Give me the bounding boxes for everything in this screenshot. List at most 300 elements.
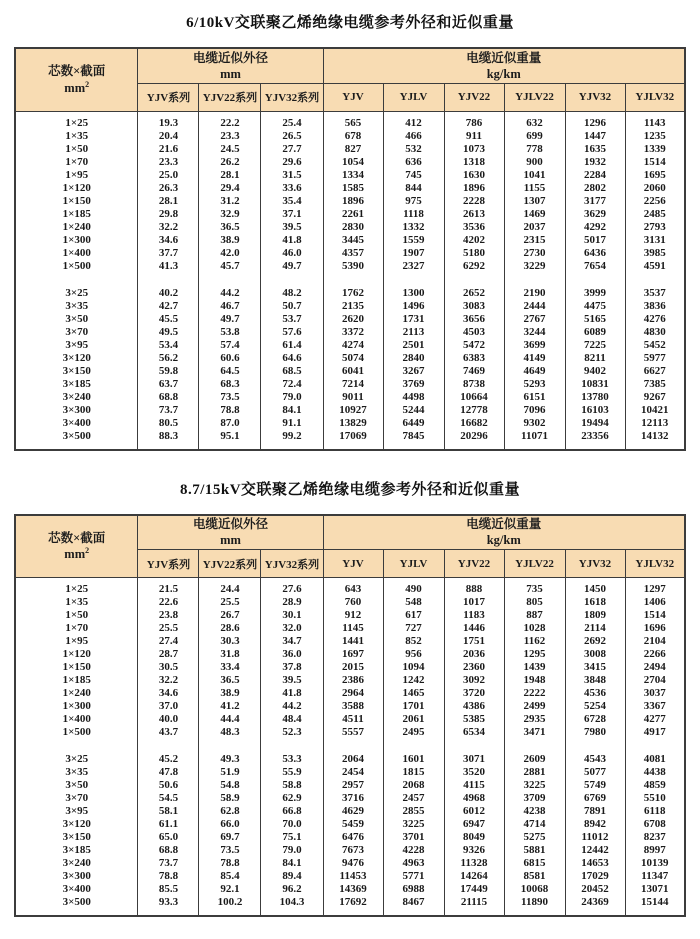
value-cell: 92.1 — [199, 883, 261, 896]
value-cell: 78.8 — [199, 857, 261, 870]
gap-cell — [15, 739, 138, 753]
group-header-row — [15, 48, 685, 83]
value-cell: 8942 — [565, 818, 625, 831]
value-cell: 1809 — [565, 609, 625, 622]
value-cell: 26.3 — [138, 182, 199, 195]
value-cell: 100.2 — [199, 896, 261, 916]
value-cell: 1145 — [323, 622, 383, 635]
value-cell: 5452 — [625, 339, 685, 352]
value-cell: 1441 — [323, 635, 383, 648]
table-row — [15, 287, 685, 300]
table-row — [15, 766, 685, 779]
value-cell: 1118 — [383, 208, 444, 221]
value-cell: 1762 — [323, 287, 383, 300]
value-cell: 412 — [383, 111, 444, 130]
value-cell: 12778 — [444, 404, 504, 417]
row-label: 1×25 — [15, 578, 138, 597]
value-cell: 17449 — [444, 883, 504, 896]
value-cell: 55.9 — [261, 766, 323, 779]
table-row — [15, 635, 685, 648]
row-label: 1×50 — [15, 609, 138, 622]
value-cell: 44.2 — [261, 700, 323, 713]
value-cell: 1469 — [504, 208, 565, 221]
value-cell: 2061 — [383, 713, 444, 726]
value-cell: 5881 — [504, 844, 565, 857]
value-cell: 5017 — [565, 234, 625, 247]
value-cell: 2935 — [504, 713, 565, 726]
value-cell: 5244 — [383, 404, 444, 417]
value-cell: 2064 — [323, 753, 383, 766]
value-cell: 2360 — [444, 661, 504, 674]
value-cell: 3709 — [504, 792, 565, 805]
table-row — [15, 792, 685, 805]
value-cell: 38.9 — [199, 234, 261, 247]
table-row — [15, 779, 685, 792]
value-cell: 3037 — [625, 687, 685, 700]
value-cell: 3520 — [444, 766, 504, 779]
table-row — [15, 404, 685, 417]
value-cell: 37.7 — [138, 247, 199, 260]
value-cell: 1751 — [444, 635, 504, 648]
value-cell: 2036 — [444, 648, 504, 661]
value-cell: 1297 — [625, 578, 685, 597]
row-label: 3×50 — [15, 313, 138, 326]
value-cell: 41.3 — [138, 260, 199, 273]
value-cell: 88.3 — [138, 430, 199, 450]
value-cell: 11347 — [625, 870, 685, 883]
table-1-title: 6/10kV交联聚乙烯绝缘电缆参考外径和近似重量 — [186, 15, 514, 31]
value-cell: 3229 — [504, 260, 565, 273]
gap-cell — [383, 273, 444, 287]
value-cell: 17069 — [323, 430, 383, 450]
value-cell: 61.1 — [138, 818, 199, 831]
value-cell: 33.4 — [199, 661, 261, 674]
row-label: 1×35 — [15, 130, 138, 143]
value-cell: 3177 — [565, 195, 625, 208]
value-cell: 79.0 — [261, 391, 323, 404]
value-cell: 9011 — [323, 391, 383, 404]
row-label: 3×35 — [15, 766, 138, 779]
value-cell: 1028 — [504, 622, 565, 635]
value-cell: 1701 — [383, 700, 444, 713]
series-column-header: YJV32系列 — [261, 83, 323, 111]
value-cell: 632 — [504, 111, 565, 130]
value-cell: 37.1 — [261, 208, 323, 221]
value-cell: 25.4 — [261, 111, 323, 130]
table-row — [15, 339, 685, 352]
value-cell: 32.0 — [261, 622, 323, 635]
value-cell: 3656 — [444, 313, 504, 326]
value-cell: 41.8 — [261, 234, 323, 247]
value-cell: 4149 — [504, 352, 565, 365]
value-cell: 1295 — [504, 648, 565, 661]
row-label: 3×120 — [15, 818, 138, 831]
value-cell: 10139 — [625, 857, 685, 870]
gap-cell — [444, 273, 504, 287]
weight-group-header: 电缆近似重量 kg/km — [323, 48, 685, 83]
value-cell: 22.6 — [138, 596, 199, 609]
value-cell: 3537 — [625, 287, 685, 300]
value-cell: 7673 — [323, 844, 383, 857]
row-label: 3×50 — [15, 779, 138, 792]
value-cell: 565 — [323, 111, 383, 130]
value-cell: 1143 — [625, 111, 685, 130]
value-cell: 643 — [323, 578, 383, 597]
value-cell: 68.8 — [138, 844, 199, 857]
value-cell: 888 — [444, 578, 504, 597]
value-cell: 6988 — [383, 883, 444, 896]
value-cell: 2068 — [383, 779, 444, 792]
value-cell: 5293 — [504, 378, 565, 391]
value-cell: 2964 — [323, 687, 383, 700]
value-cell: 4276 — [625, 313, 685, 326]
value-cell: 1496 — [383, 300, 444, 313]
value-cell: 8581 — [504, 870, 565, 883]
value-cell: 57.6 — [261, 326, 323, 339]
value-cell: 2135 — [323, 300, 383, 313]
value-cell: 3471 — [504, 726, 565, 739]
value-cell: 3536 — [444, 221, 504, 234]
value-cell: 2228 — [444, 195, 504, 208]
value-cell: 1155 — [504, 182, 565, 195]
value-cell: 2444 — [504, 300, 565, 313]
row-label: 3×95 — [15, 805, 138, 818]
value-cell: 1334 — [323, 169, 383, 182]
value-cell: 23.8 — [138, 609, 199, 622]
value-cell: 3415 — [565, 661, 625, 674]
value-cell: 6436 — [565, 247, 625, 260]
value-cell: 2386 — [323, 674, 383, 687]
value-cell: 13780 — [565, 391, 625, 404]
series-column-header: YJLV22 — [504, 83, 565, 111]
row-label: 3×500 — [15, 896, 138, 916]
value-cell: 13071 — [625, 883, 685, 896]
table-row — [15, 208, 685, 221]
value-cell: 490 — [383, 578, 444, 597]
row-label: 1×400 — [15, 247, 138, 260]
value-cell: 5385 — [444, 713, 504, 726]
table-row — [15, 365, 685, 378]
value-cell: 79.0 — [261, 844, 323, 857]
value-cell: 2114 — [565, 622, 625, 635]
value-cell: 60.6 — [199, 352, 261, 365]
value-cell: 54.5 — [138, 792, 199, 805]
value-cell: 1601 — [383, 753, 444, 766]
value-cell: 6815 — [504, 857, 565, 870]
gap-cell — [138, 739, 199, 753]
value-cell: 4438 — [625, 766, 685, 779]
value-cell: 9302 — [504, 417, 565, 430]
table-body — [15, 578, 685, 917]
value-cell: 1318 — [444, 156, 504, 169]
value-cell: 7845 — [383, 430, 444, 450]
value-cell: 852 — [383, 635, 444, 648]
value-cell: 64.5 — [199, 365, 261, 378]
value-cell: 45.2 — [138, 753, 199, 766]
value-cell: 2652 — [444, 287, 504, 300]
series-column-header: YJV — [323, 550, 383, 578]
outer-diameter-unit: mm — [220, 66, 241, 81]
row-label: 3×25 — [15, 287, 138, 300]
value-cell: 4386 — [444, 700, 504, 713]
row-label: 3×500 — [15, 430, 138, 450]
value-cell: 2190 — [504, 287, 565, 300]
value-cell: 2485 — [625, 208, 685, 221]
row-label: 3×300 — [15, 870, 138, 883]
value-cell: 2315 — [504, 234, 565, 247]
value-cell: 49.7 — [199, 313, 261, 326]
value-cell: 35.4 — [261, 195, 323, 208]
value-cell: 73.5 — [199, 844, 261, 857]
table-row — [15, 700, 685, 713]
series-column-header: YJV22系列 — [199, 550, 261, 578]
value-cell: 4511 — [323, 713, 383, 726]
value-cell: 6041 — [323, 365, 383, 378]
value-cell: 956 — [383, 648, 444, 661]
value-cell: 1296 — [565, 111, 625, 130]
value-cell: 27.6 — [261, 578, 323, 597]
value-cell: 1447 — [565, 130, 625, 143]
series-column-header: YJLV22 — [504, 550, 565, 578]
value-cell: 42.0 — [199, 247, 261, 260]
value-cell: 75.1 — [261, 831, 323, 844]
value-cell: 2730 — [504, 247, 565, 260]
value-cell: 4238 — [504, 805, 565, 818]
value-cell: 46.7 — [199, 300, 261, 313]
value-cell: 10068 — [504, 883, 565, 896]
series-column-header: YJV22 — [444, 550, 504, 578]
value-cell: 5165 — [565, 313, 625, 326]
table-row — [15, 352, 685, 365]
value-cell: 85.5 — [138, 883, 199, 896]
table-row — [15, 391, 685, 404]
value-cell: 4830 — [625, 326, 685, 339]
value-cell: 6118 — [625, 805, 685, 818]
weight-unit: kg/km — [486, 533, 521, 548]
value-cell: 4274 — [323, 339, 383, 352]
value-cell: 3225 — [383, 818, 444, 831]
value-cell: 36.0 — [261, 648, 323, 661]
value-cell: 21.5 — [138, 578, 199, 597]
value-cell: 3588 — [323, 700, 383, 713]
value-cell: 23.3 — [138, 156, 199, 169]
value-cell: 5077 — [565, 766, 625, 779]
gap-cell — [199, 739, 261, 753]
table-row — [15, 596, 685, 609]
value-cell: 11012 — [565, 831, 625, 844]
value-cell: 6534 — [444, 726, 504, 739]
value-cell: 10421 — [625, 404, 685, 417]
value-cell: 7469 — [444, 365, 504, 378]
value-cell: 6476 — [323, 831, 383, 844]
value-cell: 5749 — [565, 779, 625, 792]
value-cell: 5459 — [323, 818, 383, 831]
value-cell: 1054 — [323, 156, 383, 169]
value-cell: 65.0 — [138, 831, 199, 844]
value-cell: 9326 — [444, 844, 504, 857]
value-cell: 7891 — [565, 805, 625, 818]
value-cell: 1183 — [444, 609, 504, 622]
value-cell: 2015 — [323, 661, 383, 674]
gap-cell — [261, 273, 323, 287]
series-column-header: YJV系列 — [138, 83, 199, 111]
value-cell: 84.1 — [261, 404, 323, 417]
value-cell: 4591 — [625, 260, 685, 273]
value-cell: 2613 — [444, 208, 504, 221]
value-cell: 93.3 — [138, 896, 199, 916]
value-cell: 16682 — [444, 417, 504, 430]
value-cell: 7980 — [565, 726, 625, 739]
row-label: 3×185 — [15, 378, 138, 391]
value-cell: 4081 — [625, 753, 685, 766]
value-cell: 2957 — [323, 779, 383, 792]
value-cell: 1618 — [565, 596, 625, 609]
value-cell: 778 — [504, 143, 565, 156]
value-cell: 1731 — [383, 313, 444, 326]
value-cell: 2692 — [565, 635, 625, 648]
value-cell: 23356 — [565, 430, 625, 450]
value-cell: 4536 — [565, 687, 625, 700]
table-row — [15, 674, 685, 687]
value-cell: 28.1 — [199, 169, 261, 182]
value-cell: 91.1 — [261, 417, 323, 430]
value-cell: 3769 — [383, 378, 444, 391]
value-cell: 5074 — [323, 352, 383, 365]
spec-label: 芯数×截面 — [48, 530, 106, 545]
row-label: 1×95 — [15, 635, 138, 648]
value-cell: 48.4 — [261, 713, 323, 726]
value-cell: 53.7 — [261, 313, 323, 326]
value-cell: 62.9 — [261, 792, 323, 805]
value-cell: 22.2 — [199, 111, 261, 130]
row-label: 1×150 — [15, 195, 138, 208]
table-row — [15, 805, 685, 818]
value-cell: 3008 — [565, 648, 625, 661]
value-cell: 96.2 — [261, 883, 323, 896]
value-cell: 26.2 — [199, 156, 261, 169]
value-cell: 32.2 — [138, 221, 199, 234]
value-cell: 69.7 — [199, 831, 261, 844]
row-label: 1×50 — [15, 143, 138, 156]
gap-cell — [625, 739, 685, 753]
value-cell: 49.5 — [138, 326, 199, 339]
value-cell: 45.7 — [199, 260, 261, 273]
value-cell: 20452 — [565, 883, 625, 896]
value-cell: 46.0 — [261, 247, 323, 260]
value-cell: 2454 — [323, 766, 383, 779]
row-label: 1×70 — [15, 156, 138, 169]
value-cell: 3267 — [383, 365, 444, 378]
table-row — [15, 578, 685, 597]
series-column-header: YJV22系列 — [199, 83, 261, 111]
value-cell: 34.6 — [138, 234, 199, 247]
value-cell: 84.1 — [261, 857, 323, 870]
value-cell: 20296 — [444, 430, 504, 450]
value-cell: 3836 — [625, 300, 685, 313]
value-cell: 9402 — [565, 365, 625, 378]
value-cell: 2802 — [565, 182, 625, 195]
value-cell: 887 — [504, 609, 565, 622]
value-cell: 34.6 — [138, 687, 199, 700]
value-cell: 44.2 — [199, 287, 261, 300]
value-cell: 4968 — [444, 792, 504, 805]
value-cell: 28.9 — [261, 596, 323, 609]
series-column-header: YJV系列 — [138, 550, 199, 578]
value-cell: 3225 — [504, 779, 565, 792]
value-cell: 9476 — [323, 857, 383, 870]
table-row — [15, 169, 685, 182]
value-cell: 57.4 — [199, 339, 261, 352]
value-cell: 900 — [504, 156, 565, 169]
value-cell: 3701 — [383, 831, 444, 844]
row-label: 1×185 — [15, 674, 138, 687]
value-cell: 99.2 — [261, 430, 323, 450]
value-cell: 24.5 — [199, 143, 261, 156]
table-row — [15, 818, 685, 831]
value-cell: 47.8 — [138, 766, 199, 779]
table-row — [15, 844, 685, 857]
row-label: 3×120 — [15, 352, 138, 365]
value-cell: 678 — [323, 130, 383, 143]
value-cell: 3083 — [444, 300, 504, 313]
table-row — [15, 753, 685, 766]
series-column-header: YJLV32 — [625, 550, 685, 578]
value-cell: 1514 — [625, 609, 685, 622]
table-row — [15, 896, 685, 916]
cable-table-8-7-15kv — [14, 514, 686, 918]
weight-group-header: 电缆近似重量 kg/km — [323, 515, 685, 550]
value-cell: 15144 — [625, 896, 685, 916]
value-cell: 8467 — [383, 896, 444, 916]
value-cell: 12442 — [565, 844, 625, 857]
value-cell: 36.5 — [199, 221, 261, 234]
value-cell: 70.0 — [261, 818, 323, 831]
value-cell: 3131 — [625, 234, 685, 247]
table-row — [15, 195, 685, 208]
value-cell: 40.0 — [138, 713, 199, 726]
table-row — [15, 857, 685, 870]
value-cell: 1446 — [444, 622, 504, 635]
value-cell: 53.4 — [138, 339, 199, 352]
value-cell: 6627 — [625, 365, 685, 378]
value-cell: 14653 — [565, 857, 625, 870]
value-cell: 42.7 — [138, 300, 199, 313]
value-cell: 2266 — [625, 648, 685, 661]
value-cell: 11328 — [444, 857, 504, 870]
value-cell: 50.6 — [138, 779, 199, 792]
value-cell: 62.8 — [199, 805, 261, 818]
value-cell: 617 — [383, 609, 444, 622]
table-row — [15, 111, 685, 130]
outer-diameter-group-header: 电缆近似外径 mm — [138, 515, 323, 550]
value-cell: 7214 — [323, 378, 383, 391]
value-cell: 66.0 — [199, 818, 261, 831]
value-cell: 26.5 — [261, 130, 323, 143]
value-cell: 3092 — [444, 674, 504, 687]
value-cell: 37.0 — [138, 700, 199, 713]
section-gap-row — [15, 273, 685, 287]
gap-cell — [323, 273, 383, 287]
value-cell: 6292 — [444, 260, 504, 273]
row-label: 3×35 — [15, 300, 138, 313]
series-column-header: YJLV32 — [625, 83, 685, 111]
value-cell: 2037 — [504, 221, 565, 234]
value-cell: 548 — [383, 596, 444, 609]
gap-cell — [504, 739, 565, 753]
value-cell: 1697 — [323, 648, 383, 661]
value-cell: 43.7 — [138, 726, 199, 739]
row-label: 1×500 — [15, 260, 138, 273]
